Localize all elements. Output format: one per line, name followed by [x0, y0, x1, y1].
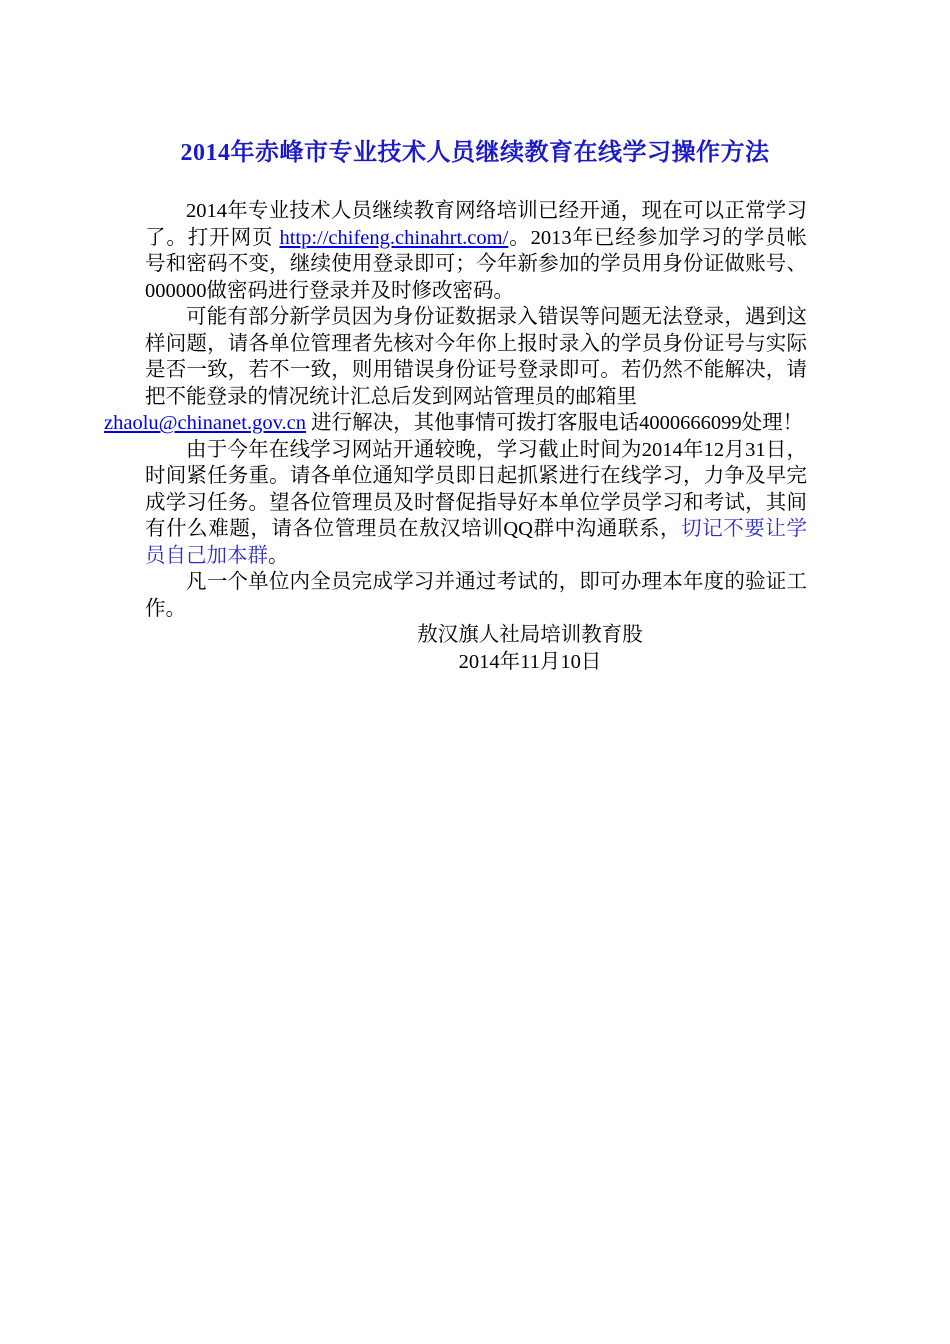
document-body: [104, 198, 808, 622]
paragraph-3-text-end: 。: [268, 544, 289, 567]
email-link[interactable]: zhaolu@chinanet.gov.cn: [104, 412, 306, 434]
signature-date: 2014年11月10日: [458, 650, 602, 673]
website-link[interactable]: http://chifeng.chinahrt.com/: [279, 226, 509, 249]
paragraph-2: [104, 304, 807, 437]
paragraph-3-highlight: 切记不要让学员自己加本群: [145, 518, 808, 567]
document-title: 2014年赤峰市专业技术人员继续教育在线学习操作方法: [180, 140, 770, 166]
paragraph-2-text-start: 可能有部分新学员因为身份证数据录入错误等问题无法登录，遇到这样问题，请各单位管理者先核对今年你上报时录入的学员身份证号与实际是否一致，若不一致，则用错误身份证号登录即可。若仍然不能解决，请把不能登录的情况统计汇总后发到网站管理员的邮箱里: [145, 306, 807, 408]
paragraph-1-text-end: 。2013年已经参加学习的学员帐号和密码不变，继续使用登录即可；今年新参加的学员用身份证做账号、000000做密码进行登录并及时修改密码。: [145, 226, 808, 302]
signature-org: 敖汉旗人社局培训教育股: [417, 624, 643, 646]
paragraph-3-text-main: 由于今年在线学习网站开通较晚，学习截止时间为2014年12月31日，时间紧任务重。请各单位通知学员即日起抓紧进行在线学习，力争及早完成学习任务。望各位管理员及时督促指导好本单位学员学习和考试，其间有什么难题，请各位管理员在敖汉培训QQ群中沟通联系，: [145, 438, 807, 540]
signature-block: [0, 622, 950, 675]
paragraph-1: [145, 198, 807, 304]
paragraph-1-text-start: 2014年专业技术人员继续教育网络培训已经开通，现在可以正常学习了。打开网页: [145, 200, 807, 249]
paragraph-2-text-end: 进行解决，其他事情可拨打客服电话4000666099处理！: [305, 412, 804, 434]
paragraph-3: [145, 437, 807, 570]
paragraph-4: 凡一个单位内全员完成学习并通过考试的，即可办理本年度的验证工作。: [145, 571, 807, 620]
